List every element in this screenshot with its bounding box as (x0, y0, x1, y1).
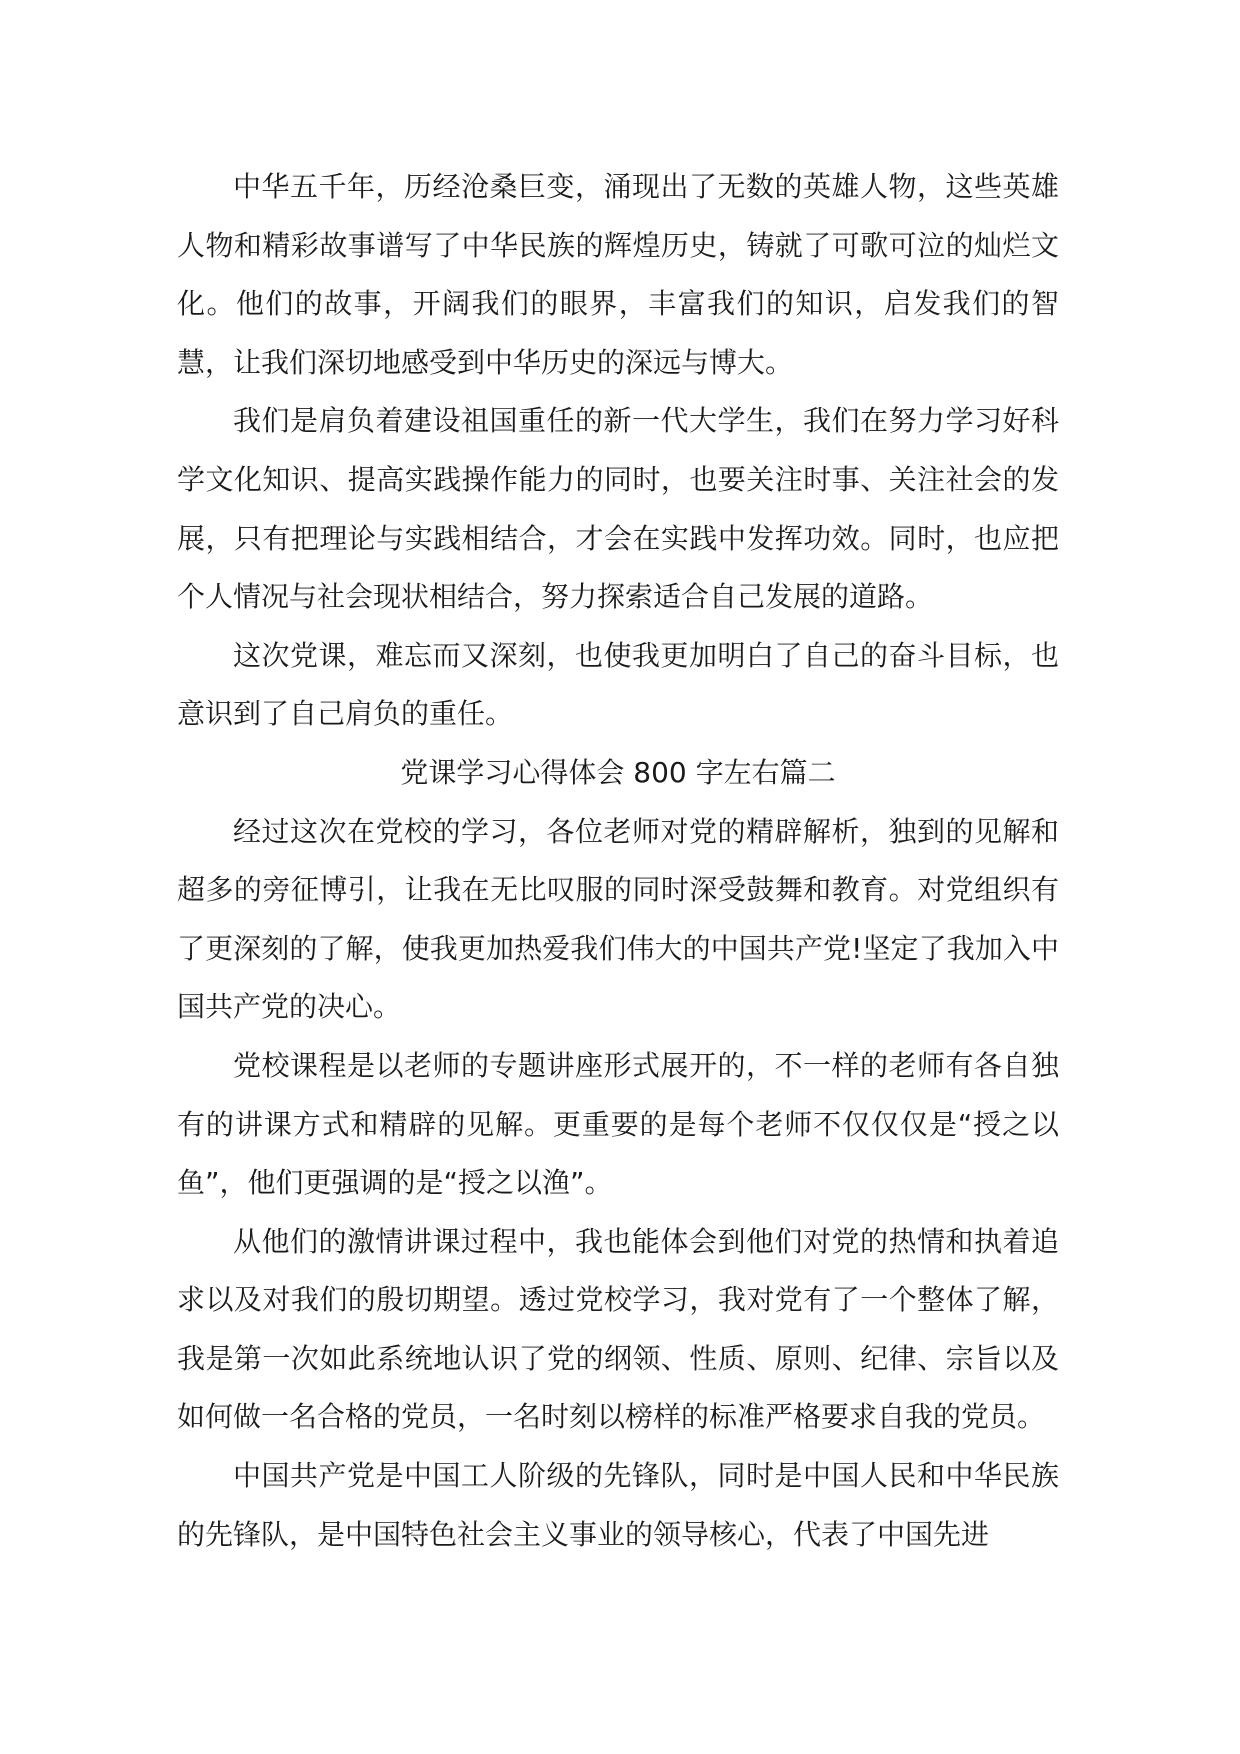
paragraph-ccp: 中国共产党是中国工人阶级的先锋队，同时是中国人民和中华民族的先锋队，是中国特色社会主义事业的领导核心，代表了中国先进 (177, 1459, 1059, 1551)
paragraph-teachers: 从他们的激情讲课过程中，我也能体会到他们对党的热情和执着追求以及对我们的殷切期望。透过党校学习，我对党有了一个整体了解，我是第一次如此系统地认识了党的纲领、性质、原则、纪律、宗旨以及如何做一名合格的党员，一名时刻以榜样的标准严格要求自我的党员。 (177, 1224, 1059, 1434)
document-body (177, 158, 1059, 1564)
section-title: 党课学习心得体会 800 字左右篇二 (400, 755, 836, 789)
paragraph-party-lesson: 这次党课，难忘而又深刻，也使我更加明白了自己的奋斗目标，也意识到了自己肩负的重任。 (177, 638, 1059, 731)
paragraph-party-school: 经过这次在党校的学习，各位老师对党的精辟解析，独到的见解和超多的旁征博引，让我在无比叹服的同时深受鼓舞和教育。对党组织有了更深刻的了解，使我更加热爱我们伟大的中国共产党!坚定了我加入中国共产党的决心。 (177, 814, 1059, 1024)
paragraph-heroes: 中华五千年，历经沧桑巨变，涌现出了无数的英雄人物，这些英雄人物和精彩故事谱写了中华民族的辉煌历史，铸就了可歌可泣的灿烂文化。他们的故事，开阔我们的眼界，丰富我们的知识，启发我们的智慧，让我们深切地感受到中华历史的深远与博大。 (177, 170, 1059, 379)
paragraph-courses: 党校课程是以老师的专题讲座形式展开的，不一样的老师有各自独有的讲课方式和精辟的见解。更重要的是每个老师不仅仅仅是“授之以鱼”，他们更强调的是“授之以渔”。 (177, 1048, 1059, 1200)
paragraph-students: 我们是肩负着建设祖国重任的新一代大学生，我们在努力学习好科学文化知识、提高实践操作能力的同时，也要关注时事、关注社会的发展，只有把理论与实践相结合，才会在实践中发挥功效。同时，也应把个人情况与社会现状相结合，努力探索适合自己发展的道路。 (177, 404, 1059, 614)
